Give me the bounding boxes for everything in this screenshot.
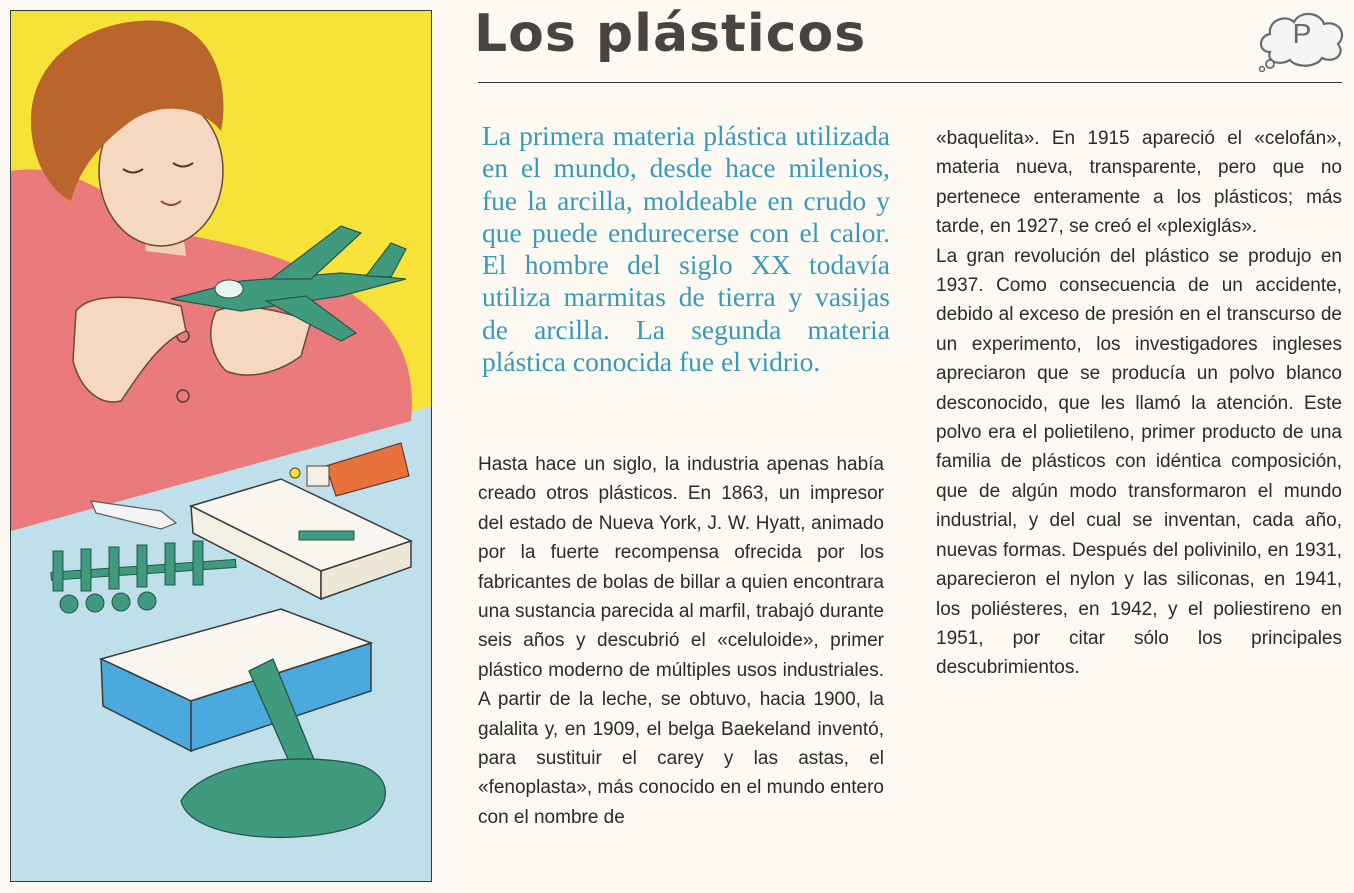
intro-paragraph: La primera materia plástica utilizada en el mundo, desde hace milenios, fue la arcilla, moldeable en crudo y que puede endurecerse con el calor. El hombre del siglo XX todavía utiliza marmitas de tierra y vasijas de arcilla. La segunda materia plástica conocida fue el vidrio.	[482, 120, 890, 378]
section-badge	[1256, 8, 1348, 72]
illustration-boy-building-model-plane	[10, 10, 432, 882]
body-paragraph: La gran revolución del plástico se produjo en 1937. Como consecuencia de un accidente, debido al exceso de presión en el transcurso de un experimento, los investigadores ingleses apreciaron que se producía un polvo blanco desconocido, que les llamó la atención. Este polvo era el polietileno, primer producto de una familia de plásticos con idéntica composición, que de algún modo transformaron el mundo industrial, y del cual se inventan, cada año, nuevas formas. Después del polivinilo, en 1931, aparecieron el nylon y las siliconas, en 1941, los poliésteres, en 1942, y el poliestireno en 1951, por citar sólo los principales descubrimientos.	[936, 245, 1342, 679]
page-title: Los plásticos	[474, 4, 867, 64]
body-column-2	[936, 124, 1342, 683]
illustration-svg	[11, 11, 431, 881]
section-letter: P	[1292, 18, 1312, 49]
body-paragraph: «baquelita». En 1915 apareció el «celofán», materia nueva, transparente, pero que no pertenece enteramente a los plásticos; más tarde, en 1927, se creó el «plexiglás».	[936, 128, 1342, 238]
body-column-1: Hasta hace un siglo, la industria apenas había creado otros plásticos. En 1863, un impresor del estado de Nueva York, J. W. Hyatt, animado por la fuerte recompensa ofrecida por los fabricantes de bolas de billar a quien encontrara una sustancia parecida al marfil, trabajó durante seis años y descubrió el «celuloide», primer plástico moderno de múltiples usos industriales. A partir de la leche, se obtuvo, hacia 1900, la galalita y, en 1909, el belga Baekeland inventó, para sustituir el carey y las astas, el «fenoplasta», más conocido en el mundo entero con el nombre de	[478, 454, 884, 828]
title-divider	[478, 82, 1342, 83]
